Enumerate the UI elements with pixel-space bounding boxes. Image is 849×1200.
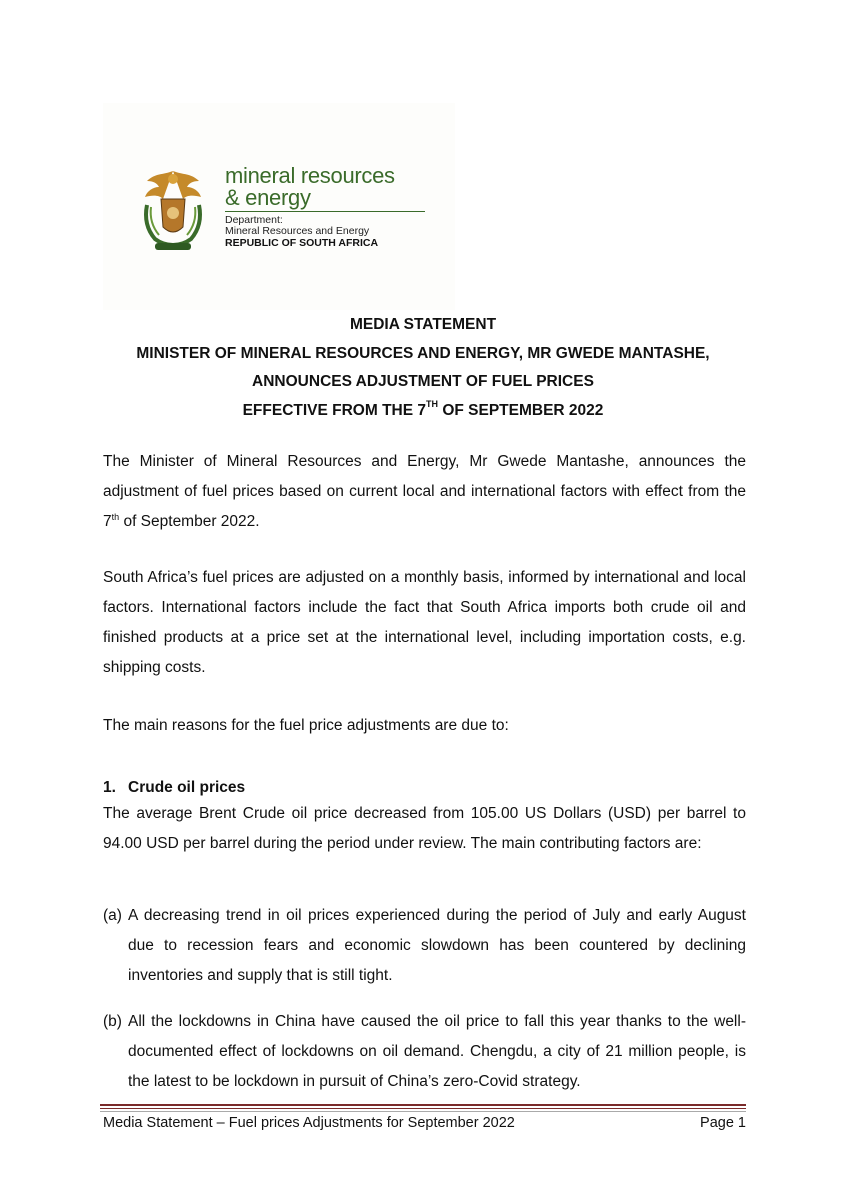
title-line-3: ANNOUNCES ADJUSTMENT OF FUEL PRICES bbox=[252, 373, 594, 390]
list-item-b bbox=[103, 1007, 746, 1097]
footer-rule bbox=[100, 1104, 746, 1106]
list-marker-b: (b) bbox=[103, 1013, 122, 1030]
list-marker-a: (a) bbox=[103, 907, 122, 924]
logo-line-2: & energy bbox=[225, 185, 311, 210]
footer-page-number: Page 1 bbox=[700, 1115, 746, 1131]
section-1-number: 1. bbox=[103, 779, 116, 796]
logo-wordmark bbox=[225, 165, 425, 249]
logo-dept-name: Mineral Resources and Energy bbox=[225, 225, 370, 237]
footer-rule-thin bbox=[100, 1108, 746, 1109]
coat-of-arms-icon bbox=[133, 165, 213, 255]
footer-title: Media Statement – Fuel prices Adjustments for September 2022 bbox=[103, 1115, 515, 1131]
paragraph-intro-pre: The Minister of Mineral Resources and Energy, Mr Gwede Mantashe, announces the adjustment of fuel prices based on current local and international factors with effect from the 7 bbox=[103, 453, 746, 530]
title-line-4-pre: EFFECTIVE FROM THE 7 bbox=[242, 401, 427, 419]
footer-rule-grey bbox=[100, 1111, 746, 1112]
statement-title bbox=[100, 311, 746, 425]
logo-divider bbox=[225, 211, 425, 212]
department-logo bbox=[103, 103, 455, 310]
list-text-a: A decreasing trend in oil prices experienced during the period of July and early August due to recession fears and economic slowdown has been countered by declining inventories and supply that is still tight. bbox=[128, 907, 746, 984]
title-line-1: MEDIA STATEMENT bbox=[349, 316, 497, 333]
logo-dept-label: Department: bbox=[225, 214, 283, 226]
paragraph-intro-sup: th bbox=[111, 511, 120, 522]
paragraph-crude-oil: The average Brent Crude oil price decreased from 105.00 US Dollars (USD) per barrel to 94.00 USD per barrel during the period under review. The main contributing factors are: bbox=[103, 805, 746, 852]
title-line-2: MINISTER OF MINERAL RESOURCES AND ENERGY, MR GWEDE MANTASHE, bbox=[136, 344, 710, 362]
logo-line-1: mineral resources bbox=[225, 163, 395, 188]
logo-country: REPUBLIC OF SOUTH AFRICA bbox=[225, 237, 379, 249]
section-1-title: Crude oil prices bbox=[128, 779, 246, 796]
paragraph-reasons: The main reasons for the fuel price adjustments are due to: bbox=[103, 717, 509, 734]
list-item-a bbox=[103, 901, 746, 991]
title-line-4 bbox=[100, 397, 746, 426]
paragraph-intro bbox=[103, 447, 746, 537]
title-line-4-post: OF SEPTEMBER 2022 bbox=[438, 401, 604, 419]
list-text-b: All the lockdowns in China have caused the oil price to fall this year thanks to the well-documented effect of lockdowns on oil demand. Chengdu, a city of 21 million people, is the latest to be lockdown in pursuit of China’s zero-Covid strategy. bbox=[128, 1013, 746, 1090]
paragraph-intro-post: of September 2022. bbox=[119, 513, 260, 530]
title-line-4-sup: TH bbox=[426, 399, 439, 410]
paragraph-factors: South Africa’s fuel prices are adjusted on a monthly basis, informed by international and local factors. International factors include the fact that South Africa imports both crude oil and finished products at a price set at the international level, including importation costs, e.g. shipping costs. bbox=[103, 569, 746, 676]
